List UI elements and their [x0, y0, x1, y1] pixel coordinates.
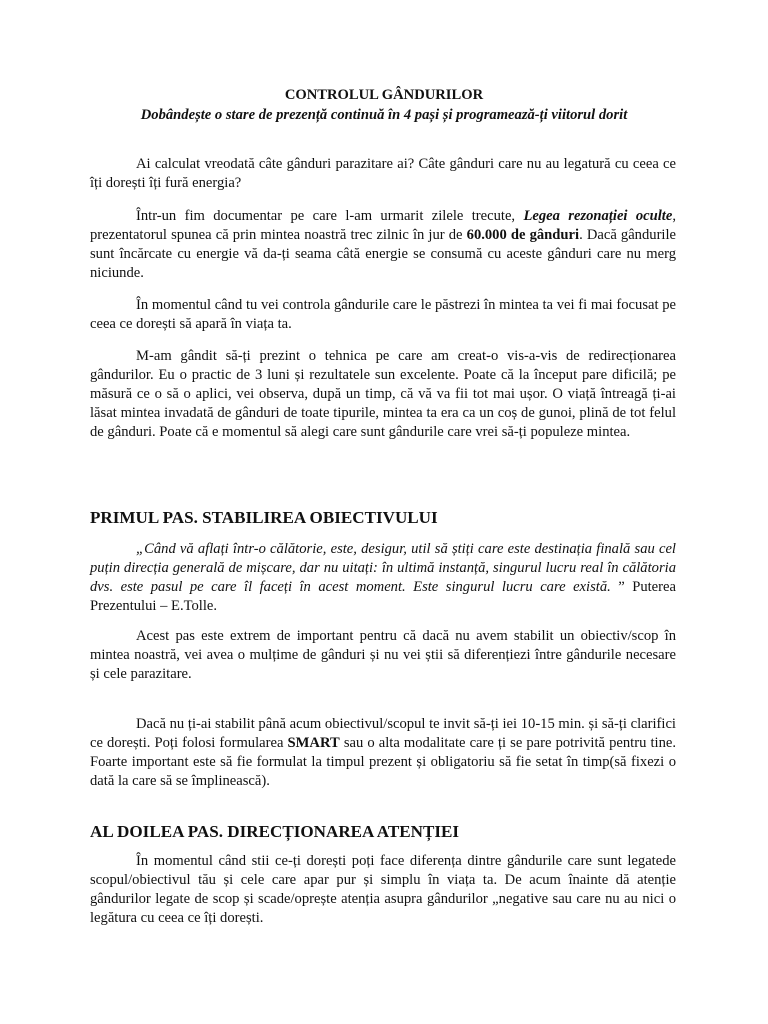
quote-source: ” Puterea Prezentului – E.Tolle. — [90, 579, 676, 614]
paragraph-intro — [90, 155, 676, 193]
document-title: CONTROLUL GÂNDURILOR — [284, 87, 484, 103]
smart-term: SMART — [287, 735, 340, 751]
section-heading-step-one: PRIMUL PAS. STABILIREA OBIECTIVULUI — [90, 508, 438, 527]
paragraph-control-text: În momentul când tu vei controla gândurile care le păstrezi în mintea ta vei fi mai focusat pe ceea ce dorești să apară în viața ta. — [90, 297, 676, 332]
section-heading-step-two: AL DOILEA PAS. DIRECȚIONAREA ATENȚIEI — [90, 822, 460, 841]
document-subtitle: Dobândește o stare de prezență continuă în 4 pași și programează-ți viitorul dorit — [140, 107, 628, 123]
paragraph-documentary — [90, 207, 676, 283]
paragraph-attention-text: În momentul când stii ce-ți dorești poți face diferența dintre gândurile care sunt legatede scopul/obiectivul tău și cele care apar pur și simplu în viața ta. De acum înainte dă atenție gândurilor legate de scop și scade/oprește atenția asupra gândurilor „negative sau care nu au nici o legătura cu ceea ce îți dorești. — [90, 853, 676, 926]
paragraph-smart-text-a: Dacă nu ți-ai stabilit până acum obiectivul/scopul te invit să-ți iei 10-15 min. și să-ți clarifici ce dorești. Poți folosi formularea — [90, 716, 676, 751]
paragraph-documentary-text-c: , prezentatorul spunea că prin mintea noastră trec zilnic în jur de — [90, 208, 676, 243]
paragraph-documentary-text-e: . Dacă gândurile sunt încărcate cu energie vă da-ți seama câtă energie se consumă cu aceste gânduri care nu merg niciunde. — [90, 227, 677, 281]
paragraph-step-one-importance — [90, 627, 676, 684]
paragraph-intro-text: Ai calculat vreodată câte gânduri parazitare ai? Câte gânduri care nu au legatură cu ceea ce îți dorești îți fură energia? — [90, 156, 676, 191]
paragraph-control — [90, 296, 676, 334]
paragraph-smart-text-c: sau o alta modalitate care ți se pare potrivită pentru tine. Foarte important este să fie formulat la timpul prezent și obligatoriu să fie setat în timp(să fixezi o dată la care să se împlinească). — [90, 735, 676, 789]
paragraph-quote — [90, 540, 676, 616]
thoughts-count: 60.000 de gânduri — [466, 227, 580, 243]
paragraph-attention — [90, 852, 676, 928]
paragraph-documentary-text-a: Într-un fim documentar pe care l-am urmarit zilele trecute, — [136, 208, 524, 224]
paragraph-step-one-importance-text: Acest pas este extrem de important pentru că dacă nu avem stabilit un obiectiv/scop în mintea noastră, vei avea o mulțime de gânduri și nu vei știi să diferențiezi între gândurile necesare și cele parazitare. — [90, 628, 676, 682]
paragraph-technique — [90, 347, 676, 442]
paragraph-smart — [90, 715, 676, 791]
film-title: Legea rezonației oculte — [523, 208, 673, 224]
quote-text: „Când vă aflați într-o călătorie, este, desigur, util să știți care este destinația finală sau cel puțin direcția generală de mișcare, dar nu uitați: în ultimă instanță, singurul lucru real în călătoria dvs. este pasul pe care îl faceți în acest moment. Este singurul lucru care există. — [90, 541, 676, 595]
paragraph-technique-text: M-am gândit să-ți prezint o tehnica pe care am creat-o vis-a-vis de redirecționarea gândurilor. Eu o practic de 3 luni și rezultatele sun excelente. Poate că la început pare dificilă; pe măsură ce o să o aplici, vei observa, după un timp, că vă va fii tot mai ușor. O viață întreagă ți-ai lăsat mintea invadată de gânduri de toate tipurile, mintea ta era ca un coș de gunoi, plină de tot felul de gânduri. Poate că e momentul să alegi care sunt gândurile care vrei să-ți populeze mintea. — [90, 348, 676, 440]
